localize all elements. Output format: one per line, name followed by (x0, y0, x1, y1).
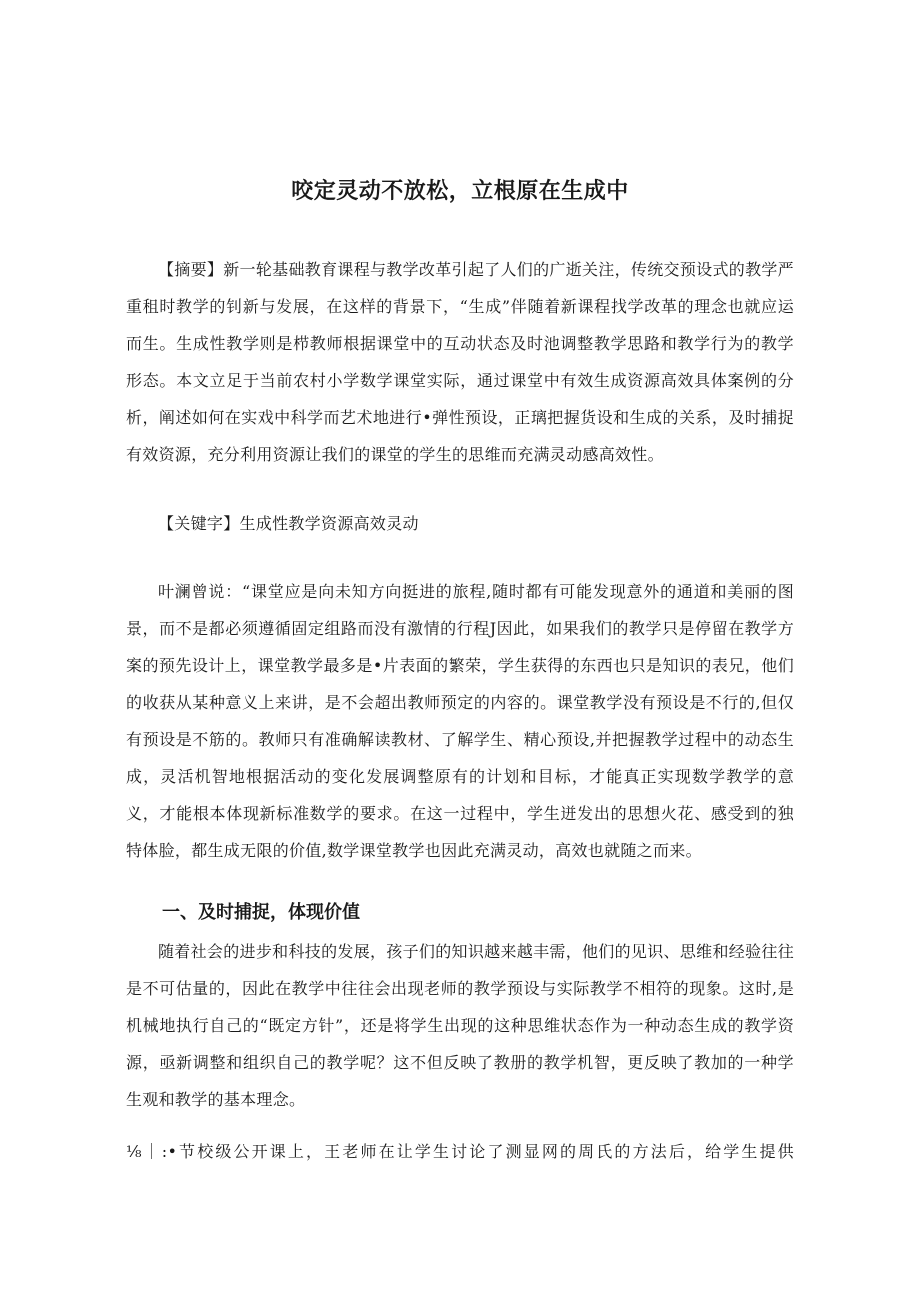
document-title: 咬定灵动不放松，立根原在生成中 (291, 179, 629, 204)
section-paragraph: 随着社会的进步和科技的发展，孩子们的知识越来越丰需，他们的见识、思维和经验往往是不可估量的，因此在教学中往往会出现老师的教学预设与实际教学不相符的现象。这时,是机械地执行自己的“既定方针”，还是将学生出现的这种思维状态作为一种动态生成的教学资源，亟新调整和组织自己的教学呢？这不但反映了教册的教学机智，更反映了教加的一种学生观和教学的基本理念。 (126, 942, 794, 1109)
section-heading: 一、及时捕捉，体现价值 (162, 902, 360, 923)
abstract-paragraph (126, 251, 794, 473)
intro-paragraph: 叶澜曾说：“课堂应是向未知方向挺进的旅程,随时都有可能发现意外的通道和美丽的图景，而不是都必须遵循固定组路而没有激情的行程J因此，如果我们的教学只是停留在教学方案的预先设计上，课堂教学最多是•片表面的繁荣，学生获得的东西也只是知识的表兄，他们的收获从某种意义上来讲，是不会超出教师预定的内容的。课堂教学没有预设是不行的,但仅有预设是不筋的。教师只有准确解读教材、了解学生、精心预设,并把握教学过程中的动态生成，灵活机智地根据活动的变化发展调整原有的计划和目标，才能真正实现数学教学的意义，才能根本体现新标准数学的要求。在这一过程中，学生迸发出的思想火花、感受到的独特体脸，都生成无限的价值,数学课堂教学也因此充满灵动，高效也就随之而来。 (126, 582, 794, 860)
keywords-paragraph (126, 505, 794, 542)
abstract-label: 【摘要】 (158, 260, 224, 279)
keywords-text: 生成性教学资源高效灵动 (239, 514, 419, 533)
abstract-text: 新一轮基础教育课程与教学改革引起了人们的广逝关注，传统交预设式的教学严重租时教学的钊新与发展，在这样的背景下，“生成”伴随着新课程找学改革的理念也就应运而生。生成性教学则是栉教师根据课堂中的互动状态及时池调整教学思路和教学行为的教学形态。本文立足于当前农村小学数学课堂实际，通过课堂中有效生成资源高效具体案例的分析，阐述如何在实戏中科学而艺术地进行•弹性预设，正璃把握货设和生成的关系，及时捕捉有效资源，充分利用资源让我们的课堂的学生的思维而充满灵动感高效性。 (126, 260, 794, 464)
case-paragraph: ⅛｜:•节校级公开课上，王老师在让学生讨论了测显网的周氏的方法后，给学生提供 (126, 1142, 794, 1161)
keywords-label: 【关键字】 (158, 514, 240, 533)
